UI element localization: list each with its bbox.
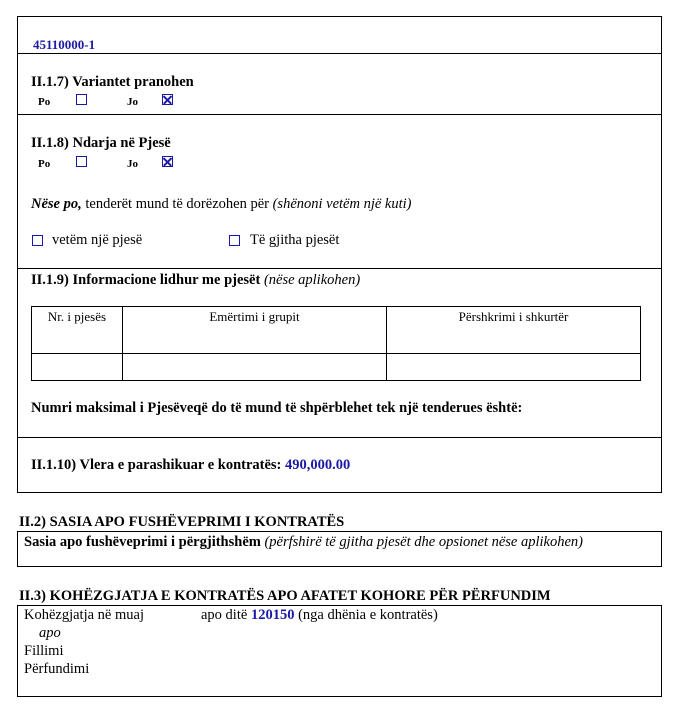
cpv-code: 45110000-1	[33, 37, 96, 52]
if-yes-sentence	[31, 196, 412, 213]
start-label: Fillimi	[24, 643, 64, 659]
col-header-group-name: Emërtimi i grupit	[123, 307, 387, 354]
lots-info-title	[31, 272, 360, 289]
lots-yes-checkbox[interactable]	[76, 156, 87, 167]
variants-yes-checkbox[interactable]	[76, 94, 87, 105]
duration-days-value: 120150	[250, 607, 295, 623]
lots-table	[31, 306, 641, 381]
table-cell[interactable]	[387, 354, 641, 381]
lots-yes-label: Po	[38, 158, 51, 170]
max-lots-label: Numri maksimal i Pjesëveqë do të mund të shpërblehet tek një tenderues është:	[31, 400, 523, 416]
one-lot-label: vetëm një pjesë	[52, 232, 143, 248]
divider	[17, 53, 662, 54]
scope-row	[24, 534, 583, 551]
variants-no-label: Jo	[127, 96, 138, 108]
estimated-value-row	[31, 457, 350, 474]
lots-info-title-note: (nëse aplikohen)	[260, 272, 361, 288]
all-lots-checkbox[interactable]	[229, 235, 240, 246]
if-yes-bold: Nëse po,	[31, 196, 82, 212]
table-cell[interactable]	[123, 354, 387, 381]
estimated-value-label: II.1.10) Vlera e parashikuar e kontratës:	[31, 457, 286, 473]
divider	[17, 114, 662, 115]
section-ii3-heading: II.3) KOHËZGJATJA E KONTRATËS APO AFATET KOHORE PËR PËRFUNDIM	[19, 588, 551, 604]
variants-yes-label: Po	[38, 96, 51, 108]
table-row	[32, 354, 641, 381]
duration-days-label: apo ditë	[201, 607, 251, 623]
duration-days-row	[201, 607, 438, 624]
scope-label: Sasia apo fushëveprimi i përgjithshëm	[24, 534, 261, 550]
if-yes-text: tenderët mund të dorëzohen për	[81, 196, 273, 212]
duration-months-label: Kohëzgjatja në muaj	[24, 607, 144, 623]
duration-days-note: (nga dhënia e kontratës)	[294, 607, 438, 623]
section-ii2-heading: II.2) SASIA APO FUSHËVEPRIMI I KONTRATËS	[19, 514, 345, 530]
lots-division-title: II.1.8) Ndarja në Pjesë	[31, 135, 171, 151]
col-header-lot-number: Nr. i pjesës	[32, 307, 123, 354]
lots-no-checkbox[interactable]	[162, 156, 173, 167]
end-label: Përfundimi	[24, 661, 90, 677]
lots-info-title-text: II.1.9) Informacione lidhur me pjesët	[31, 272, 261, 288]
variants-no-checkbox[interactable]	[162, 94, 173, 105]
lots-no-label: Jo	[127, 158, 138, 170]
if-yes-note: (shënoni vetëm një kuti)	[272, 196, 412, 212]
scope-note: (përfshirë të gjitha pjesët dhe opsionet nëse aplikohen)	[260, 534, 583, 550]
duration-or-text: apo	[39, 625, 61, 641]
all-lots-label: Të gjitha pjesët	[250, 232, 340, 248]
variants-title: II.1.7) Variantet pranohen	[31, 74, 194, 90]
divider	[17, 268, 662, 269]
estimated-value: 490,000.00	[285, 457, 351, 473]
one-lot-checkbox[interactable]	[32, 235, 43, 246]
col-header-short-description: Përshkrimi i shkurtër	[387, 307, 641, 354]
table-cell[interactable]	[32, 354, 123, 381]
divider	[17, 437, 662, 438]
